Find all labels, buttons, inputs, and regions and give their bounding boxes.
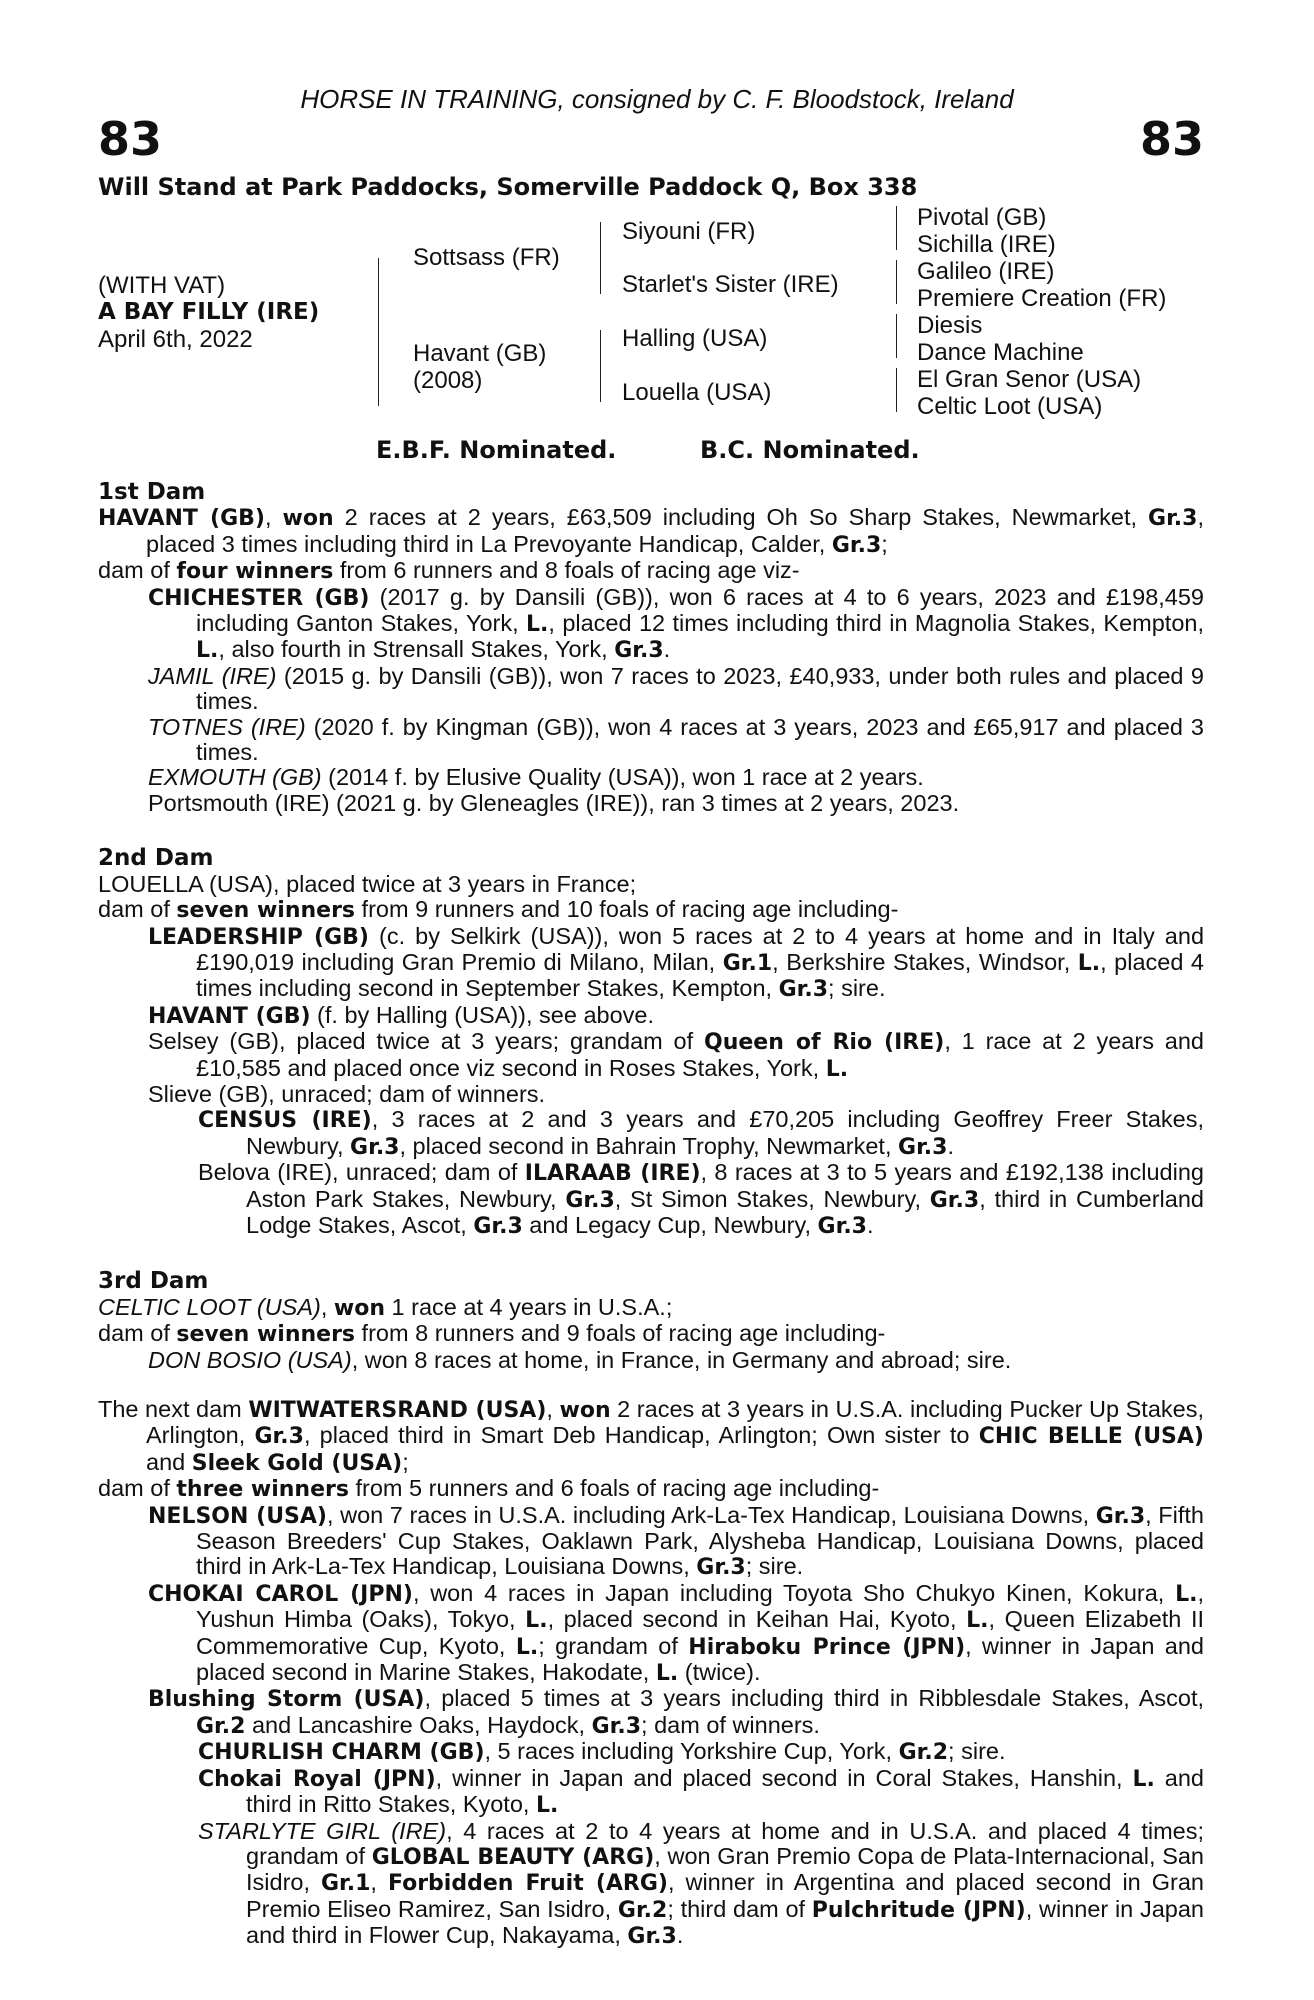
- stand-location: Will Stand at Park Paddocks, Somerville Paddock Q, Box 338: [98, 173, 918, 201]
- sd-dam: Premiere Creation (FR): [917, 285, 1167, 312]
- dam-year: (2008): [413, 367, 483, 394]
- dd-dam: Celtic Loot (USA): [917, 393, 1103, 420]
- g3-brace-4: [896, 368, 897, 412]
- lot-number-left: 83: [98, 112, 163, 166]
- ss-dam: Sichilla (IRE): [917, 231, 1056, 258]
- produce-chokai-carol: CHOKAI CAROL (JPN), won 4 races in Japan including Toyota Sho Chukyo Kinen, Kokura, L., Yushun Himba (Oaks), Tokyo, L., placed second in Keihan Hai, Kyoto, L., Queen Elizabeth II Commemorative Cup, Kyoto, L.; grandam of Hiraboku Prince (JPN), winner in Japan and placed second in Marine Stakes, Hakodate, L. (twice).: [148, 1579, 1205, 1687]
- produce-nelson: NELSON (USA), won 7 races in U.S.A. including Ark-La-Tex Handicap, Louisiana Downs, Gr.3, Fifth Season Breeders' Cup Stakes, Oaklawn Park, Alysheba Handicap, Louisiana Downs, placed third in Ark-La-Tex Handicap, Louisiana Downs, Gr.3; sire.: [148, 1501, 1204, 1581]
- vat-note: (WITH VAT): [98, 272, 226, 299]
- produce-selsey: Selsey (GB), placed twice at 3 years; grandam of Queen of Rio (IRE), 1 race at 2 years and £10,585 and placed once viz second in Roses Stakes, York, L.: [148, 1028, 1204, 1082]
- ebf-nomination: E.B.F. Nominated.: [376, 436, 617, 464]
- bc-nomination: B.C. Nominated.: [700, 436, 920, 464]
- produce-chokai-royal: Chokai Royal (JPN), winner in Japan and placed second in Coral Stakes, Hanshin, L. and third in Ritto Stakes, Kyoto, L.: [198, 1764, 1205, 1819]
- next-dam-record: The next dam WITWATERSRAND (USA), won 2 races at 3 years in U.S.A. including Pucker Up Stakes, Arlington, Gr.3, placed third in Smart Deb Handicap, Arlington; Own sister to CHIC BELLE (USA) and Sleek Gold (USA);: [98, 1396, 1205, 1476]
- sire-name: Sottsass (FR): [413, 244, 560, 271]
- ds-sire: Diesis: [917, 312, 983, 339]
- produce-slieve: Slieve (GB), unraced; dam of winners.: [148, 1080, 546, 1107]
- sd-sire: Galileo (IRE): [917, 258, 1055, 285]
- next-dam-produce-summary: dam of three winners from 5 runners and 6 foals of racing age including-: [98, 1475, 880, 1503]
- produce-chichester: CHICHESTER (GB) (2017 g. by Dansili (GB)), won 6 races at 4 to 6 years, 2023 and £198,459 including Ganton Stakes, York, L., placed 12 times including third in Magnolia Stakes, Kempton, L., also fourth in Strensall Stakes, York, Gr.3.: [148, 583, 1205, 664]
- produce-portsmouth: Portsmouth (IRE) (2021 g. by Gleneagles (IRE)), ran 3 times at 2 years, 2023.: [148, 789, 960, 816]
- lot-name: A BAY FILLY (IRE): [98, 299, 320, 325]
- produce-churlish-charm: CHURLISH CHARM (GB), 5 races including Yorkshire Cup, York, Gr.2; sire.: [198, 1738, 1006, 1766]
- lot-number-right: 83: [1139, 112, 1204, 166]
- ds-dam: Dance Machine: [917, 339, 1084, 366]
- produce-don-bosio: DON BOSIO (USA), won 8 races at home, in France, in Germany and abroad; sire.: [148, 1346, 1012, 1373]
- sire-dam: Starlet's Sister (IRE): [622, 271, 839, 298]
- first-dam-heading: 1st Dam: [98, 479, 206, 505]
- second-dam-record: LOUELLA (USA), placed twice at 3 years in France;: [98, 870, 637, 897]
- produce-leadership: LEADERSHIP (GB) (c. by Selkirk (USA)), won 5 races at 2 to 4 years at home and in Italy and £190,019 including Gran Premio di Milano, Milan, Gr.1, Berkshire Stakes, Windsor, L., placed 4 times including second in September Stakes, Kempton, Gr.3; sire.: [148, 922, 1205, 1003]
- first-dam-record: HAVANT (GB), won 2 races at 2 years, £63,509 including Oh So Sharp Stakes, Newmarket, Gr.3, placed 3 times including third in La Prevoyante Handicap, Calder, Gr.3;: [98, 504, 1204, 558]
- g3-brace-1: [896, 206, 897, 250]
- sire-brace: [600, 222, 601, 294]
- third-dam-heading: 3rd Dam: [98, 1268, 209, 1295]
- g3-brace-3: [896, 314, 897, 358]
- produce-census: CENSUS (IRE), 3 races at 2 and 3 years and £70,205 including Geoffrey Freer Stakes, Newbury, Gr.3, placed second in Bahrain Trophy, Newmarket, Gr.3.: [198, 1106, 1205, 1160]
- catalogue-header: HORSE IN TRAINING, consigned by C. F. Bloodstock, Ireland: [300, 84, 1014, 114]
- dam-name: Havant (GB): [413, 340, 547, 367]
- third-dam-record: CELTIC LOOT (USA), won 1 race at 4 years in U.S.A.;: [98, 1293, 673, 1321]
- produce-belova: Belova (IRE), unraced; dam of ILARAAB (IRE), 8 races at 3 to 5 years and £192,138 including Aston Park Stakes, Newbury, Gr.3, St Simon Stakes, Newbury, Gr.3, third in Cumberland Lodge Stakes, Ascot, Gr.3 and Legacy Cup, Newbury, Gr.3.: [198, 1159, 1204, 1239]
- dam-dam: Louella (USA): [622, 379, 772, 406]
- third-dam-produce-summary: dam of seven winners from 8 runners and 9 foals of racing age including-: [98, 1320, 886, 1348]
- second-dam-heading: 2nd Dam: [98, 845, 214, 872]
- sire-sire: Siyouni (FR): [622, 218, 756, 245]
- pedigree-brace: [378, 258, 379, 406]
- produce-totnes: TOTNES (IRE) (2020 f. by Kingman (GB)), won 4 races at 3 years, 2023 and £65,917 and placed 3 times.: [148, 713, 1204, 766]
- first-dam-produce-summary: dam of four winners from 6 runners and 8 foals of racing age viz-: [98, 557, 800, 585]
- dam-sire: Halling (USA): [622, 325, 768, 352]
- produce-jamil: JAMIL (IRE) (2015 g. by Dansili (GB)), won 7 races to 2023, £40,933, under both rules and placed 9 times.: [148, 662, 1204, 715]
- catalogue-body: [98, 480, 1204, 1950]
- foaling-date: April 6th, 2022: [98, 326, 253, 353]
- dd-sire: El Gran Senor (USA): [917, 366, 1142, 393]
- produce-starlyte-girl: STARLYTE GIRL (IRE), 4 races at 2 to 4 years at home and in U.S.A. and placed 4 times; grandam of GLOBAL BEAUTY (ARG), won Gran Premio Copa de Plata-Internacional, San Isidro, Gr.1, Forbidden Fruit (ARG), winner in Argentina and placed second in Gran Premio Eliseo Ramirez, San Isidro, Gr.2; third dam of Pulchritude (JPN), winner in Japan and third in Flower Cup, Nakayama, Gr.3.: [198, 1817, 1205, 1950]
- second-dam-produce-summary: dam of seven winners from 9 runners and 10 foals of racing age including-: [98, 896, 899, 924]
- produce-blushing-storm: Blushing Storm (USA), placed 5 times at 3 years including third in Ribblesdale Stakes, Ascot, Gr.2 and Lancashire Oaks, Haydock, Gr.3; dam of winners.: [148, 1685, 1205, 1739]
- produce-exmouth: EXMOUTH (GB) (2014 f. by Elusive Quality (USA)), won 1 race at 2 years.: [148, 764, 924, 791]
- ss-sire: Pivotal (GB): [917, 204, 1047, 231]
- g3-brace-2: [896, 260, 897, 304]
- dam-brace: [600, 330, 601, 402]
- produce-havant: HAVANT (GB) (f. by Halling (USA)), see above.: [148, 1001, 655, 1029]
